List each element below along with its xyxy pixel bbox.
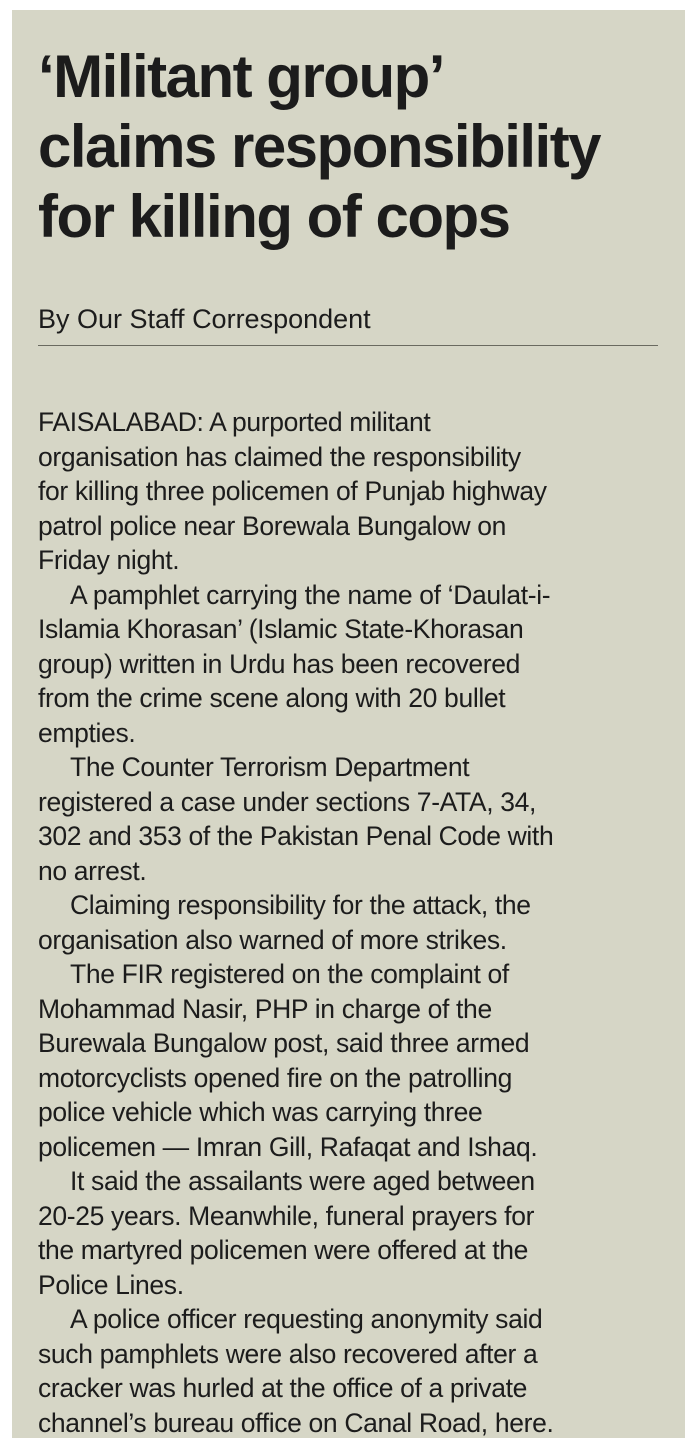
text-line: Islamia Khorasan’ (Islamic State-Khorasan (38, 614, 524, 644)
article-body (38, 405, 678, 1440)
byline: By Our Staff Correspondent (38, 304, 371, 334)
text-line: police vehicle which was carrying three (38, 1097, 483, 1127)
paragraph-7 (38, 1302, 678, 1440)
text-line: registered a case under sections 7-ATA, 34, (38, 786, 537, 817)
text-line: cracker was hurled at the office of a private (38, 1373, 527, 1403)
text-line: policemen — Imran Gill, Rafaqat and Ishaq. (38, 1131, 538, 1162)
text-line: motorcyclists opened fire on the patrolling (38, 1062, 512, 1093)
paragraph-3 (38, 750, 678, 888)
paragraph-5 (38, 957, 678, 1164)
text-line: A pamphlet carrying the name of ‘Daulat-i- (70, 579, 551, 610)
headline (38, 42, 678, 252)
text-line: Claiming responsibility for the attack, the (70, 890, 531, 920)
text-line: from the crime scene along with 20 bullet (38, 683, 506, 713)
byline-divider (38, 345, 658, 346)
text-line: Mohammad Nasir, PHP in charge of the (38, 993, 492, 1024)
headline-line: for killing of cops (38, 183, 510, 250)
text-line: such pamphlets were also recovered after a (38, 1338, 538, 1369)
text-line: The FIR registered on the complaint of (70, 959, 509, 989)
text-line: empties. (38, 717, 136, 748)
headline-line: ‘Militant group’ (38, 43, 444, 110)
news-clipping (12, 10, 685, 1438)
text-line: Police Lines. (38, 1269, 184, 1300)
text-line: group) written in Urdu has been recovered (38, 648, 521, 679)
text-line: FAISALABAD: A purported militant (38, 407, 431, 437)
paragraph-2 (38, 578, 678, 751)
text-line: A police officer requesting anonymity said (70, 1304, 543, 1334)
text-line: Burewala Bungalow post, said three armed (38, 1028, 530, 1058)
text-line: the martyred policemen were offered at the (38, 1235, 529, 1265)
text-line: The Counter Terrorism Department (70, 752, 470, 782)
text-line: organisation has claimed the responsibility (38, 441, 521, 472)
paragraph-4 (38, 888, 678, 957)
paragraph-1 (38, 405, 678, 578)
text-line: organisation also warned of more strikes. (38, 924, 507, 955)
text-line: 302 and 353 of the Pakistan Penal Code with (38, 821, 554, 851)
text-line: channel’s bureau office on Canal Road, here. (38, 1407, 554, 1438)
paragraph-6 (38, 1164, 678, 1302)
headline-line: claims responsibility (38, 113, 601, 180)
text-line: no arrest. (38, 855, 147, 886)
text-line: patrol police near Borewala Bungalow on (38, 510, 507, 541)
text-line: 20-25 years. Meanwhile, funeral prayers for (38, 1200, 535, 1231)
text-line: for killing three policemen of Punjab highway (38, 476, 547, 506)
text-line: It said the assailants were aged between (70, 1166, 535, 1196)
text-line: Friday night. (38, 545, 180, 575)
